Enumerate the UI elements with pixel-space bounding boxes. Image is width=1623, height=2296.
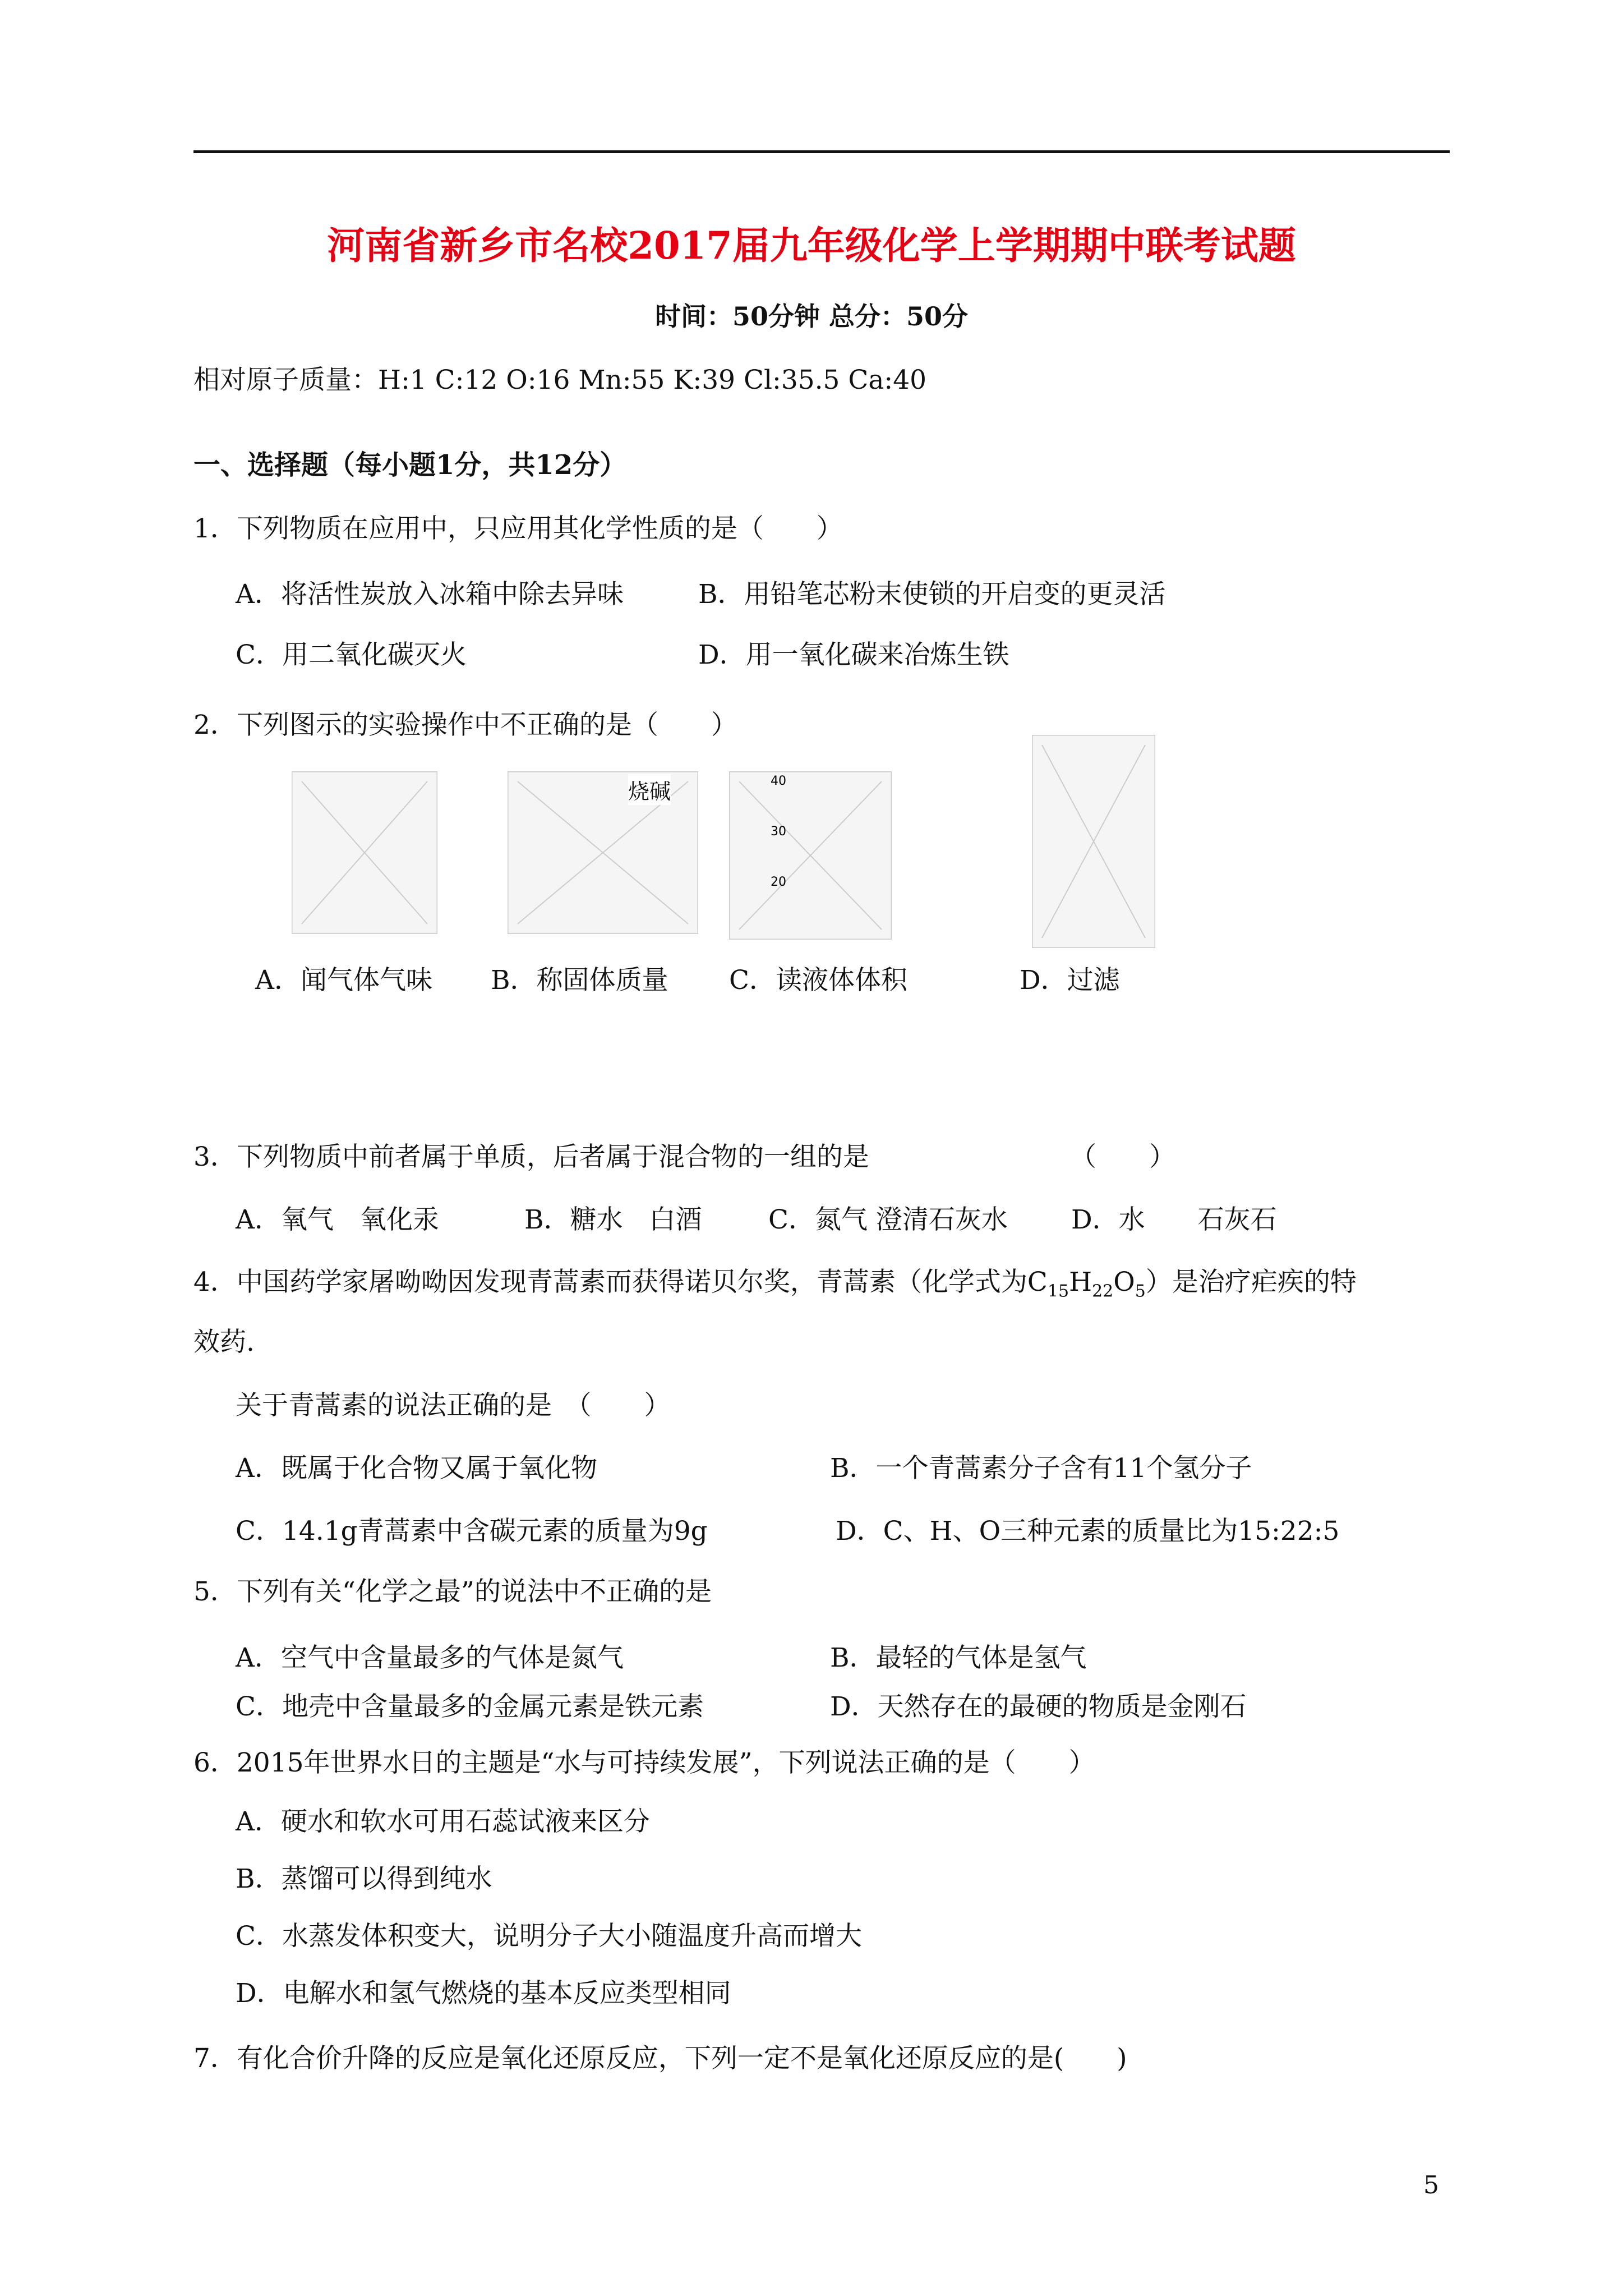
formula-o: O	[1113, 1267, 1135, 1297]
question-7-stem: 7．有化合价升降的反应是氧化还原反应，下列一定不是氧化还原反应的是( )	[193, 2043, 1127, 2074]
tick-label-20: 20	[771, 875, 786, 889]
figure-caption-b: B．称固体质量	[491, 965, 668, 996]
formula-h: H	[1069, 1267, 1092, 1297]
question-4-option-c: C．14.1g青蒿素中含碳元素的质量为9g	[236, 1516, 708, 1547]
sodium-hydroxide-label: 烧碱	[628, 774, 671, 805]
question-1-option-a: A．将活性炭放入冰箱中除去异味	[236, 579, 624, 610]
question-4-subquestion: 关于青蒿素的说法正确的是 （ ）	[236, 1390, 671, 1421]
figure-caption-a: A．闻气体气味	[255, 965, 432, 996]
question-6-option-b: B．蒸馏可以得到纯水	[236, 1864, 492, 1894]
question-1-option-b: B．用铅笔芯粉末使锁的开启变的更灵活	[698, 579, 1166, 610]
question-6-option-d: D．电解水和氢气燃烧的基本反应类型相同	[236, 1978, 731, 2009]
question-6-option-c: C．水蒸发体积变大，说明分子大小随温度升高而增大	[236, 1921, 862, 1952]
page-number: 5	[1423, 2171, 1439, 2200]
question-5-stem: 5．下列有关“化学之最”的说法中不正确的是	[193, 1576, 712, 1607]
tick-label-40: 40	[771, 774, 786, 788]
question-5-option-b: B．最轻的气体是氢气	[830, 1642, 1087, 1673]
question-4-stem-line2: 效药.	[193, 1327, 255, 1358]
question-6-stem: 6．2015年世界水日的主题是“水与可持续发展”，下列说法正确的是（ ）	[193, 1747, 1095, 1778]
question-4-option-d: D．C、H、O三种元素的质量比为15:22:5	[836, 1516, 1340, 1547]
stem-text: 4．中国药学家屠呦呦因发现青蒿素而获得诺贝尔奖，青蒿素（化学式为C	[193, 1267, 1048, 1297]
question-3-stem: 3．下列物质中前者属于单质，后者属于混合物的一组的是	[193, 1142, 869, 1172]
figure-caption-d: D．过滤	[1020, 965, 1120, 996]
question-1-option-c: C．用二氧化碳灭火	[236, 639, 467, 670]
question-6-option-a: A．硬水和软水可用石蕊试液来区分	[236, 1806, 650, 1837]
question-3-option-c: C．氮气 澄清石灰水	[768, 1204, 1008, 1235]
atomic-masses: 相对原子质量：H:1 C:12 O:16 Mn:55 K:39 Cl:35.5 Ca:40	[193, 365, 927, 395]
question-2-stem: 2．下列图示的实验操作中不正确的是（ ）	[193, 710, 737, 740]
tick-label-30: 30	[771, 825, 786, 839]
question-5-option-d: D．天然存在的最硬的物质是金刚石	[830, 1691, 1247, 1722]
exam-title: 河南省新乡市名校2017届九年级化学上学期期中联考试题	[327, 223, 1296, 268]
formula-subscript-o: 5	[1135, 1281, 1146, 1301]
figure-caption-c: C．读液体体积	[729, 965, 907, 996]
question-3-answer-paren: （ ）	[1070, 1142, 1175, 1172]
question-4-option-a: A．既属于化合物又属于氧化物	[236, 1453, 597, 1484]
question-1-option-d: D．用一氧化碳来冶炼生铁	[698, 639, 1009, 670]
question-4-option-b: B．一个青蒿素分子含有11个氢分子	[830, 1453, 1252, 1484]
question-3-option-d: D．水 石灰石	[1071, 1204, 1277, 1235]
formula-subscript-c: 15	[1047, 1281, 1069, 1301]
exam-meta: 时间：50分钟 总分：50分	[654, 301, 969, 332]
question-5-option-c: C．地壳中含量最多的金属元素是铁元素	[236, 1691, 704, 1722]
question-5-option-a: A．空气中含量最多的气体是氮气	[236, 1642, 624, 1673]
graduated-cylinder-figure	[729, 771, 892, 940]
stem-text-end: ）是治疗疟疾的特	[1145, 1267, 1357, 1297]
filtration-figure	[1032, 735, 1155, 948]
question-3-option-a: A．氧气 氧化汞	[236, 1204, 439, 1235]
section-heading: 一、选择题（每小题1分，共12分）	[193, 449, 627, 481]
header-rule	[193, 150, 1450, 153]
question-4-stem	[193, 1261, 1357, 1301]
smell-gas-figure	[292, 771, 437, 934]
question-1-stem: 1．下列物质在应用中，只应用其化学性质的是（ ）	[193, 513, 843, 544]
question-3-option-b: B．糖水 白酒	[524, 1204, 702, 1235]
formula-subscript-h: 22	[1092, 1281, 1114, 1301]
